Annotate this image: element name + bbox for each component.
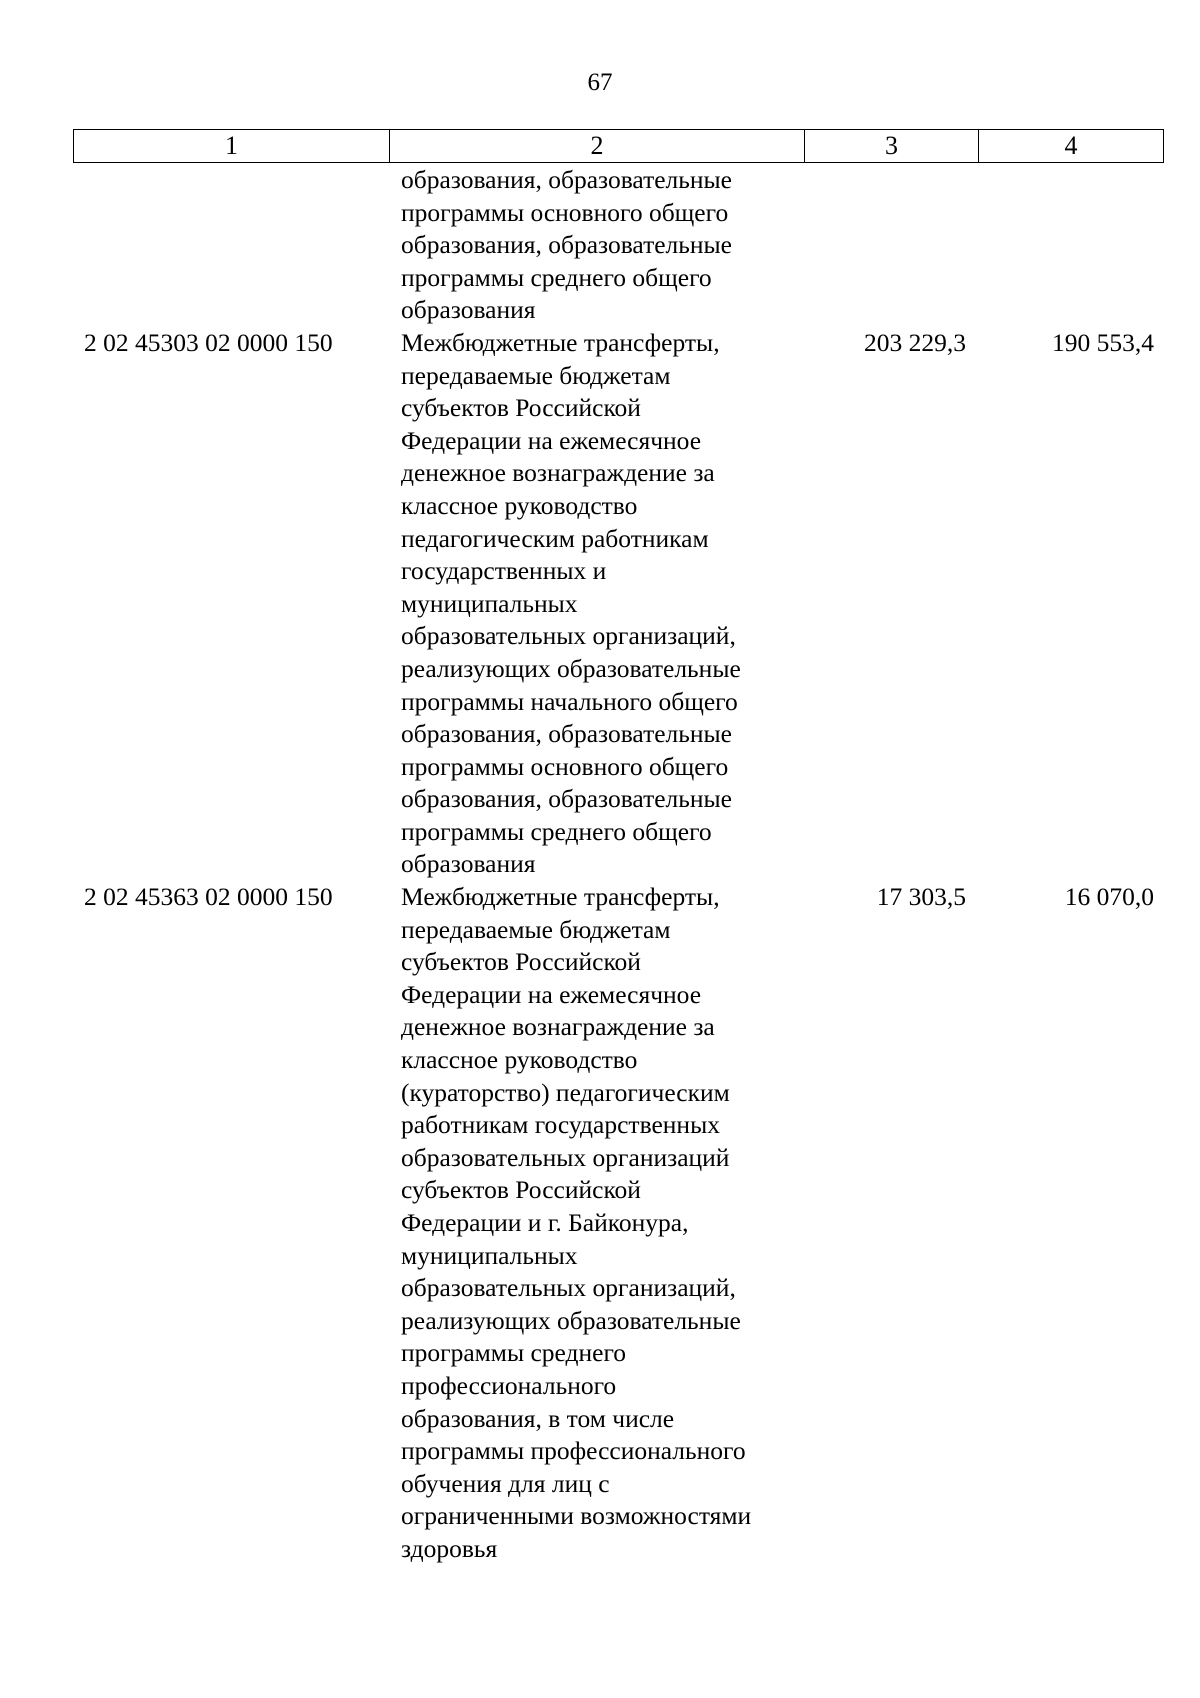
header-col-2: 2	[390, 130, 805, 162]
row-description: Межбюджетные трансферты, передаваемые бюджетам субъектов Российской Федерации на ежемесячное денежное вознаграждение за классное руководство (кураторство) педагогическим работникам государственных образовательных организаций субъектов Российской Федерации и г. Байконура, муниципальных образовательных организаций, реализующих образовательные программы среднего профессионального образования, в том числе программы профессионального обучения для лиц с ограниченными возможностями здоровья	[401, 882, 752, 1563]
header-col-1: 1	[74, 130, 390, 162]
row-description: Межбюджетные трансферты, передаваемые бюджетам субъектов Российской Федерации на ежемесячное денежное вознаграждение за классное руководство педагогическим работникам государственных и муниципальных образовательных организаций, реализующих образовательные программы начального общего образования, образовательные программы основного общего образования, образовательные программы среднего общего образования	[401, 327, 741, 879]
table-body	[73, 164, 1164, 1566]
page-number: 67	[587, 69, 613, 96]
value-col-4: 16 070,0	[1064, 882, 1154, 912]
table-row	[73, 881, 1164, 1565]
budget-code: 2 02 45303 02 0000 150	[84, 327, 333, 357]
header-col-4: 4	[1064, 131, 1078, 160]
value-col-4: 190 553,4	[1052, 327, 1154, 357]
value-col-3: 203 229,3	[864, 327, 966, 357]
header-col-3: 3	[805, 130, 979, 162]
budget-code: 2 02 45363 02 0000 150	[84, 882, 333, 912]
row-description: образования, образовательные программы основного общего образования, образовательные программы среднего общего образования	[401, 165, 733, 325]
table-header	[73, 129, 1164, 163]
table-row	[73, 327, 1164, 881]
value-col-3: 17 303,5	[876, 882, 966, 912]
table-row	[73, 164, 1164, 327]
